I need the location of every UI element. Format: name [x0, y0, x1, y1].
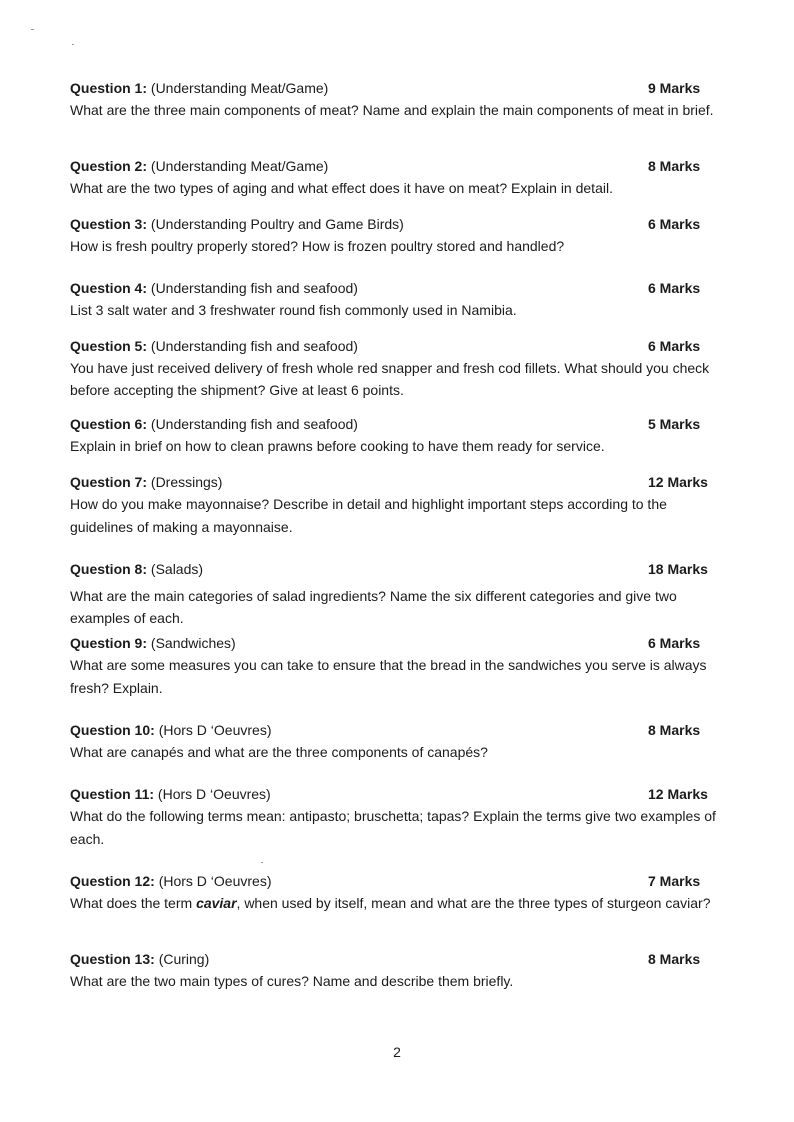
question-label: Question 10: [70, 722, 155, 738]
question-13 [70, 948, 720, 992]
question-marks: 6 Marks [648, 280, 701, 296]
question-header [70, 335, 720, 357]
question-label: Question 11: [70, 786, 155, 802]
question-topic: (Hors D ‘Oeuvres) [158, 722, 272, 738]
question-text: Explain in brief on how to clean prawns before cooking to have them ready for service. [70, 438, 605, 454]
question-5 [70, 335, 720, 401]
question-11 [70, 783, 720, 851]
question-marks: 6 Marks [648, 216, 701, 232]
question-text: What are the three main components of meat? Name and explain the main components of meat in brief. [70, 102, 714, 118]
question-9 [70, 632, 720, 700]
question-text-start: What does the term [70, 895, 197, 911]
question-1 [70, 77, 720, 121]
question-header [70, 558, 720, 580]
question-topic: (Salads) [150, 561, 204, 577]
question-label: Question 7: [70, 474, 148, 490]
question-8 [70, 558, 720, 629]
question-label: Question 6: [70, 416, 148, 432]
question-topic: (Dressings) [150, 474, 223, 490]
question-text: What are the main categories of salad ingredients? Name the six different categories and give two examples of each. [70, 588, 677, 626]
question-label: Question 9: [70, 635, 148, 651]
question-header [70, 77, 720, 99]
question-text: What are some measures you can take to ensure that the bread in the sandwiches you serve is always fresh? Explain. [70, 657, 707, 696]
question-header [70, 277, 720, 299]
question-12 [70, 870, 720, 914]
question-text: You have just received delivery of fresh whole red snapper and fresh cod fillets. What should you check before accepting the shipment? Give at least 6 points. [70, 360, 710, 398]
question-marks: 12 Marks [648, 786, 708, 802]
question-text-end: , when used by itself, mean and what are the three types of sturgeon caviar? [236, 895, 711, 911]
question-topic: (Understanding fish and seafood) [150, 338, 358, 354]
question-topic: (Sandwiches) [150, 635, 236, 651]
scan-speck [72, 44, 74, 45]
question-text: How is fresh poultry properly stored? How is frozen poultry stored and handled? [70, 238, 565, 254]
question-marks: 8 Marks [648, 722, 701, 738]
question-header [70, 719, 720, 741]
question-header [70, 632, 720, 654]
question-header [70, 948, 720, 970]
scan-speck [31, 29, 34, 30]
question-topic: (Understanding fish and seafood) [150, 416, 358, 432]
question-label: Question 8: [70, 561, 148, 577]
question-header [70, 471, 720, 493]
question-topic: (Understanding Meat/Game) [150, 158, 329, 174]
question-marks: 6 Marks [648, 635, 701, 651]
question-text: What are canapés and what are the three components of canapés? [70, 744, 488, 760]
question-header [70, 413, 720, 435]
question-7 [70, 471, 720, 539]
question-header [70, 213, 720, 235]
question-marks: 12 Marks [648, 474, 708, 490]
question-marks: 9 Marks [648, 80, 701, 96]
question-10 [70, 719, 720, 763]
question-text-emphasis: caviar [196, 895, 237, 911]
question-topic: (Understanding Poultry and Game Birds) [150, 216, 404, 232]
question-4 [70, 277, 720, 321]
question-text [70, 892, 720, 914]
question-marks: 7 Marks [648, 873, 701, 889]
question-marks: 5 Marks [648, 416, 701, 432]
question-topic: (Understanding Meat/Game) [150, 80, 329, 96]
question-header [70, 870, 720, 892]
question-marks: 8 Marks [648, 158, 701, 174]
question-label: Question 1: [70, 80, 148, 96]
question-label: Question 12: [70, 873, 155, 889]
question-text: What do the following terms mean: antipasto; bruschetta; tapas? Explain the terms give two examples of each. [70, 808, 716, 847]
question-text: What are the two main types of cures? Name and describe them briefly. [70, 973, 514, 989]
question-text: What are the two types of aging and what effect does it have on meat? Explain in detail. [70, 180, 613, 196]
question-marks: 8 Marks [648, 951, 701, 967]
scan-speck [261, 862, 263, 863]
question-marks: 6 Marks [648, 338, 701, 354]
question-topic: (Understanding fish and seafood) [150, 280, 358, 296]
question-topic: (Hors D ‘Oeuvres) [158, 873, 272, 889]
question-header [70, 155, 720, 177]
question-topic: (Hors D ‘Oeuvres) [157, 786, 271, 802]
question-2 [70, 155, 720, 199]
question-6 [70, 413, 720, 457]
question-text: How do you make mayonnaise? Describe in detail and highlight important steps according to the guidelines of making a mayonnaise. [70, 496, 667, 535]
question-label: Question 3: [70, 216, 148, 232]
question-label: Question 5: [70, 338, 148, 354]
question-3 [70, 213, 720, 257]
question-marks: 18 Marks [648, 561, 708, 577]
question-label: Question 4: [70, 280, 148, 296]
question-label: Question 13: [70, 951, 155, 967]
question-topic: (Curing) [158, 951, 210, 967]
page-number: 2 [393, 1044, 401, 1060]
question-text: List 3 salt water and 3 freshwater round fish commonly used in Namibia. [70, 302, 517, 318]
question-label: Question 2: [70, 158, 148, 174]
question-header [70, 783, 720, 805]
